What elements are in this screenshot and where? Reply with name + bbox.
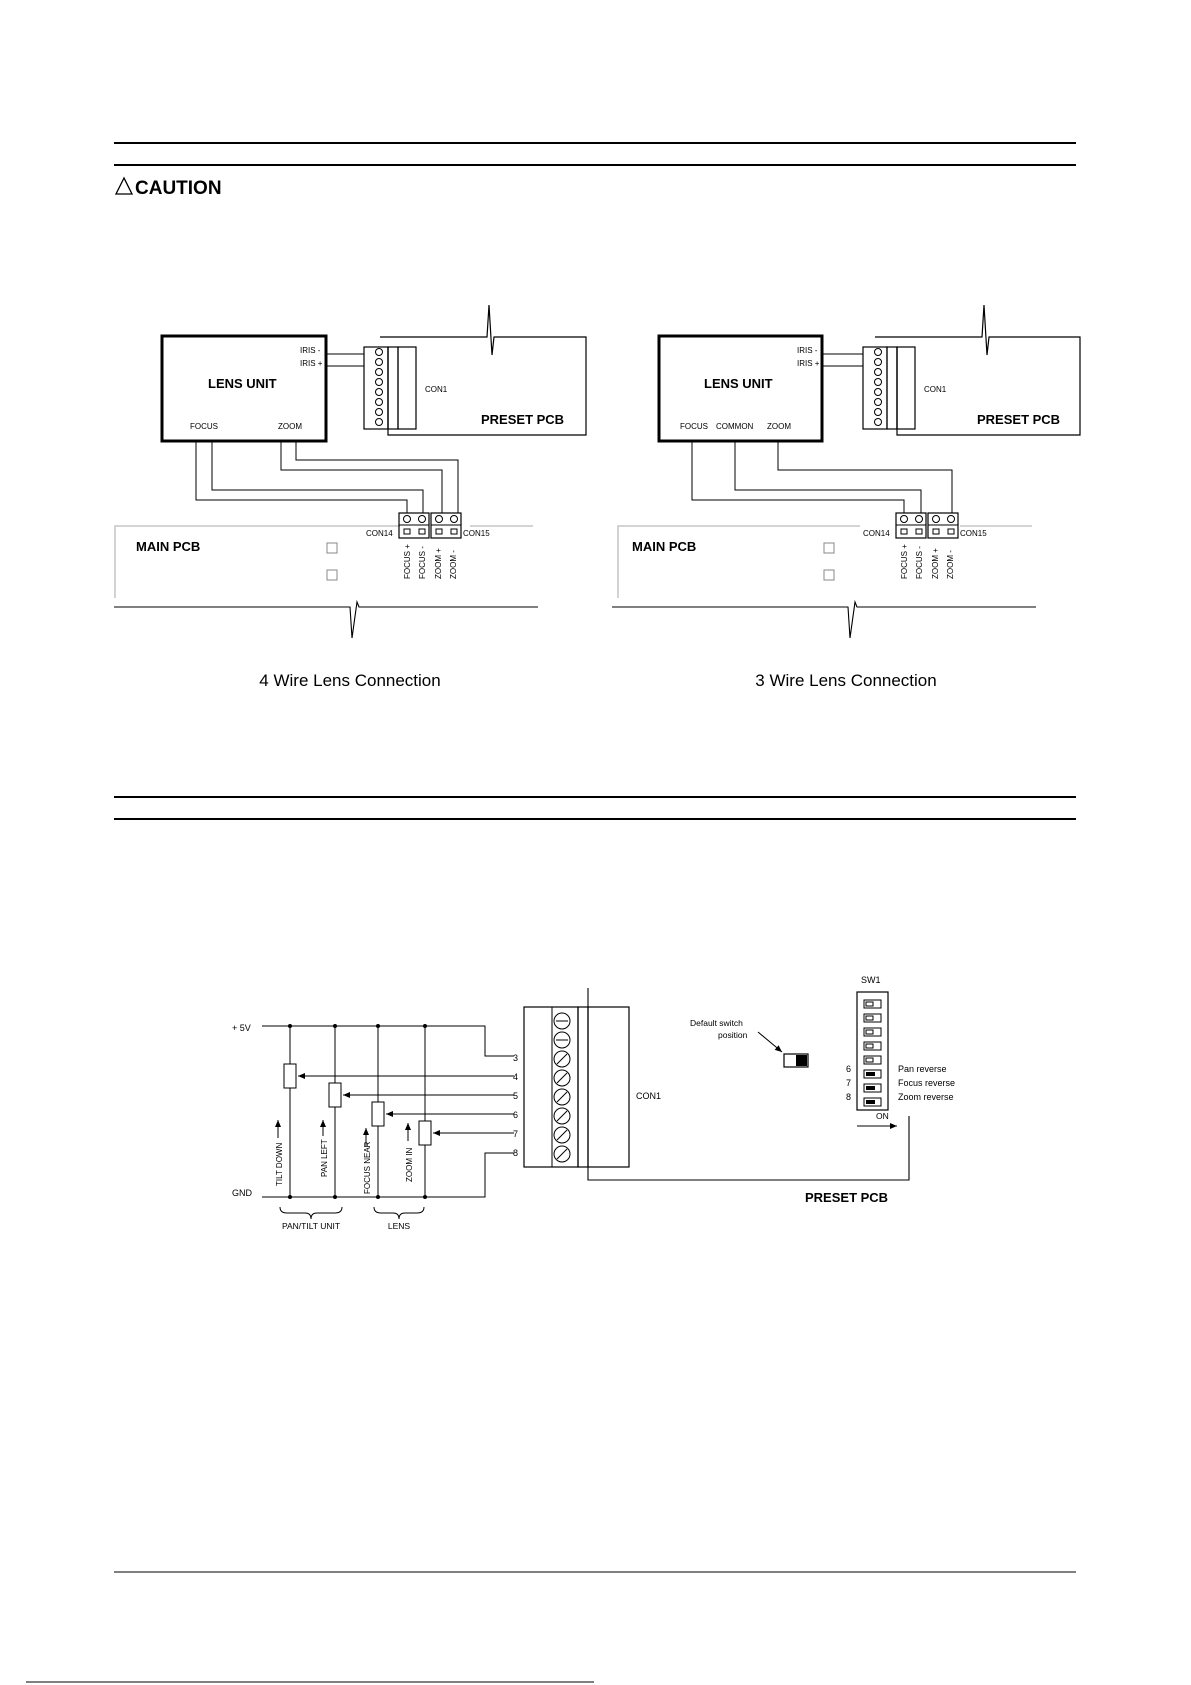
sw1-label: SW1 [861,975,881,985]
default-switch-position-label: position [718,1030,748,1040]
pan-left-label: PAN LEFT [320,1139,329,1177]
pin-zoom-plus-label: ZOOM + [931,548,940,579]
caution-heading [116,178,222,199]
focus-label: FOCUS [190,422,218,431]
diagram-3-wire [612,305,1080,690]
con1-connector [863,347,887,429]
switch-8-number: 8 [846,1092,852,1102]
pin-focus-plus-label: FOCUS + [900,544,909,579]
con1-screws [554,1013,570,1162]
con1-screws [376,349,383,426]
pot-zoom [419,1121,431,1145]
focus-near-label: FOCUS NEAR [363,1141,372,1194]
focus-reverse-label: Focus reverse [898,1078,956,1088]
main-pcb-label: MAIN PCB [632,539,697,554]
pin-4-label: 4 [513,1072,519,1082]
focus-label: FOCUS [680,422,708,431]
main-pcb-label: MAIN PCB [136,539,201,554]
con1-screws [875,349,882,426]
con15-label: CON15 [960,529,987,538]
on-label: ON [876,1111,889,1121]
preset-pcb-label: PRESET PCB [805,1190,889,1205]
caution-label: CAUTION [135,178,222,199]
pot-tilt [284,1064,296,1088]
zoom-label: ZOOM [767,422,791,431]
pin-7-label: 7 [513,1129,519,1139]
pot-focus [372,1102,384,1126]
iris-plus-label: IRIS + [797,359,820,368]
pin-focus-minus-label: FOCUS - [418,546,427,579]
pan-tilt-unit-label: PAN/TILT UNIT [281,1221,341,1231]
pin-zoom-minus-label: ZOOM - [946,550,955,579]
iris-minus-label: IRIS - [797,346,818,355]
con1-connector [364,347,388,429]
gnd-label: GND [232,1188,252,1198]
tilt-down-label: TILT DOWN [275,1142,284,1186]
con14-label: CON14 [863,529,890,538]
pin-focus-minus-label: FOCUS - [915,546,924,579]
common-label: COMMON [716,422,754,431]
con1-label: CON1 [425,385,448,394]
con15-label: CON15 [463,529,490,538]
lens-group-label: LENS [387,1221,411,1231]
caption-4-wire: 4 Wire Lens Connection [259,671,441,690]
plus5v-label: + 5V [232,1023,251,1033]
pin-focus-plus-label: FOCUS + [403,544,412,579]
zoom-in-label: ZOOM IN [405,1147,414,1182]
pan-reverse-label: Pan reverse [898,1064,947,1074]
con1-label: CON1 [924,385,947,394]
con1-terminal-block [524,1007,578,1167]
preset-pcb-label: PRESET PCB [977,412,1061,427]
lens-unit-label: LENS UNIT [704,376,773,391]
pin-zoom-minus-label: ZOOM - [449,550,458,579]
iris-plus-label: IRIS + [300,359,323,368]
zoom-reverse-label: Zoom reverse [898,1092,954,1102]
pin-3-label: 3 [513,1053,519,1063]
warning-triangle-icon [116,178,132,194]
pin-8-label: 8 [513,1148,519,1158]
con1-label: CON1 [636,1091,662,1101]
switch-7-number: 7 [846,1078,852,1088]
diagram-pot-wiring [232,975,955,1231]
pot-pan [329,1083,341,1107]
default-switch-label: Default switch [690,1018,743,1028]
lens-unit-label: LENS UNIT [208,376,277,391]
iris-minus-label: IRIS - [300,346,321,355]
diagram-4-wire [114,305,586,690]
con14-label: CON14 [366,529,393,538]
preset-pcb-label: PRESET PCB [481,412,565,427]
zoom-label: ZOOM [278,422,302,431]
caption-3-wire: 3 Wire Lens Connection [755,671,937,690]
pin-5-label: 5 [513,1091,519,1101]
pin-zoom-plus-label: ZOOM + [434,548,443,579]
pin-6-label: 6 [513,1110,519,1120]
switch-6-number: 6 [846,1064,852,1074]
